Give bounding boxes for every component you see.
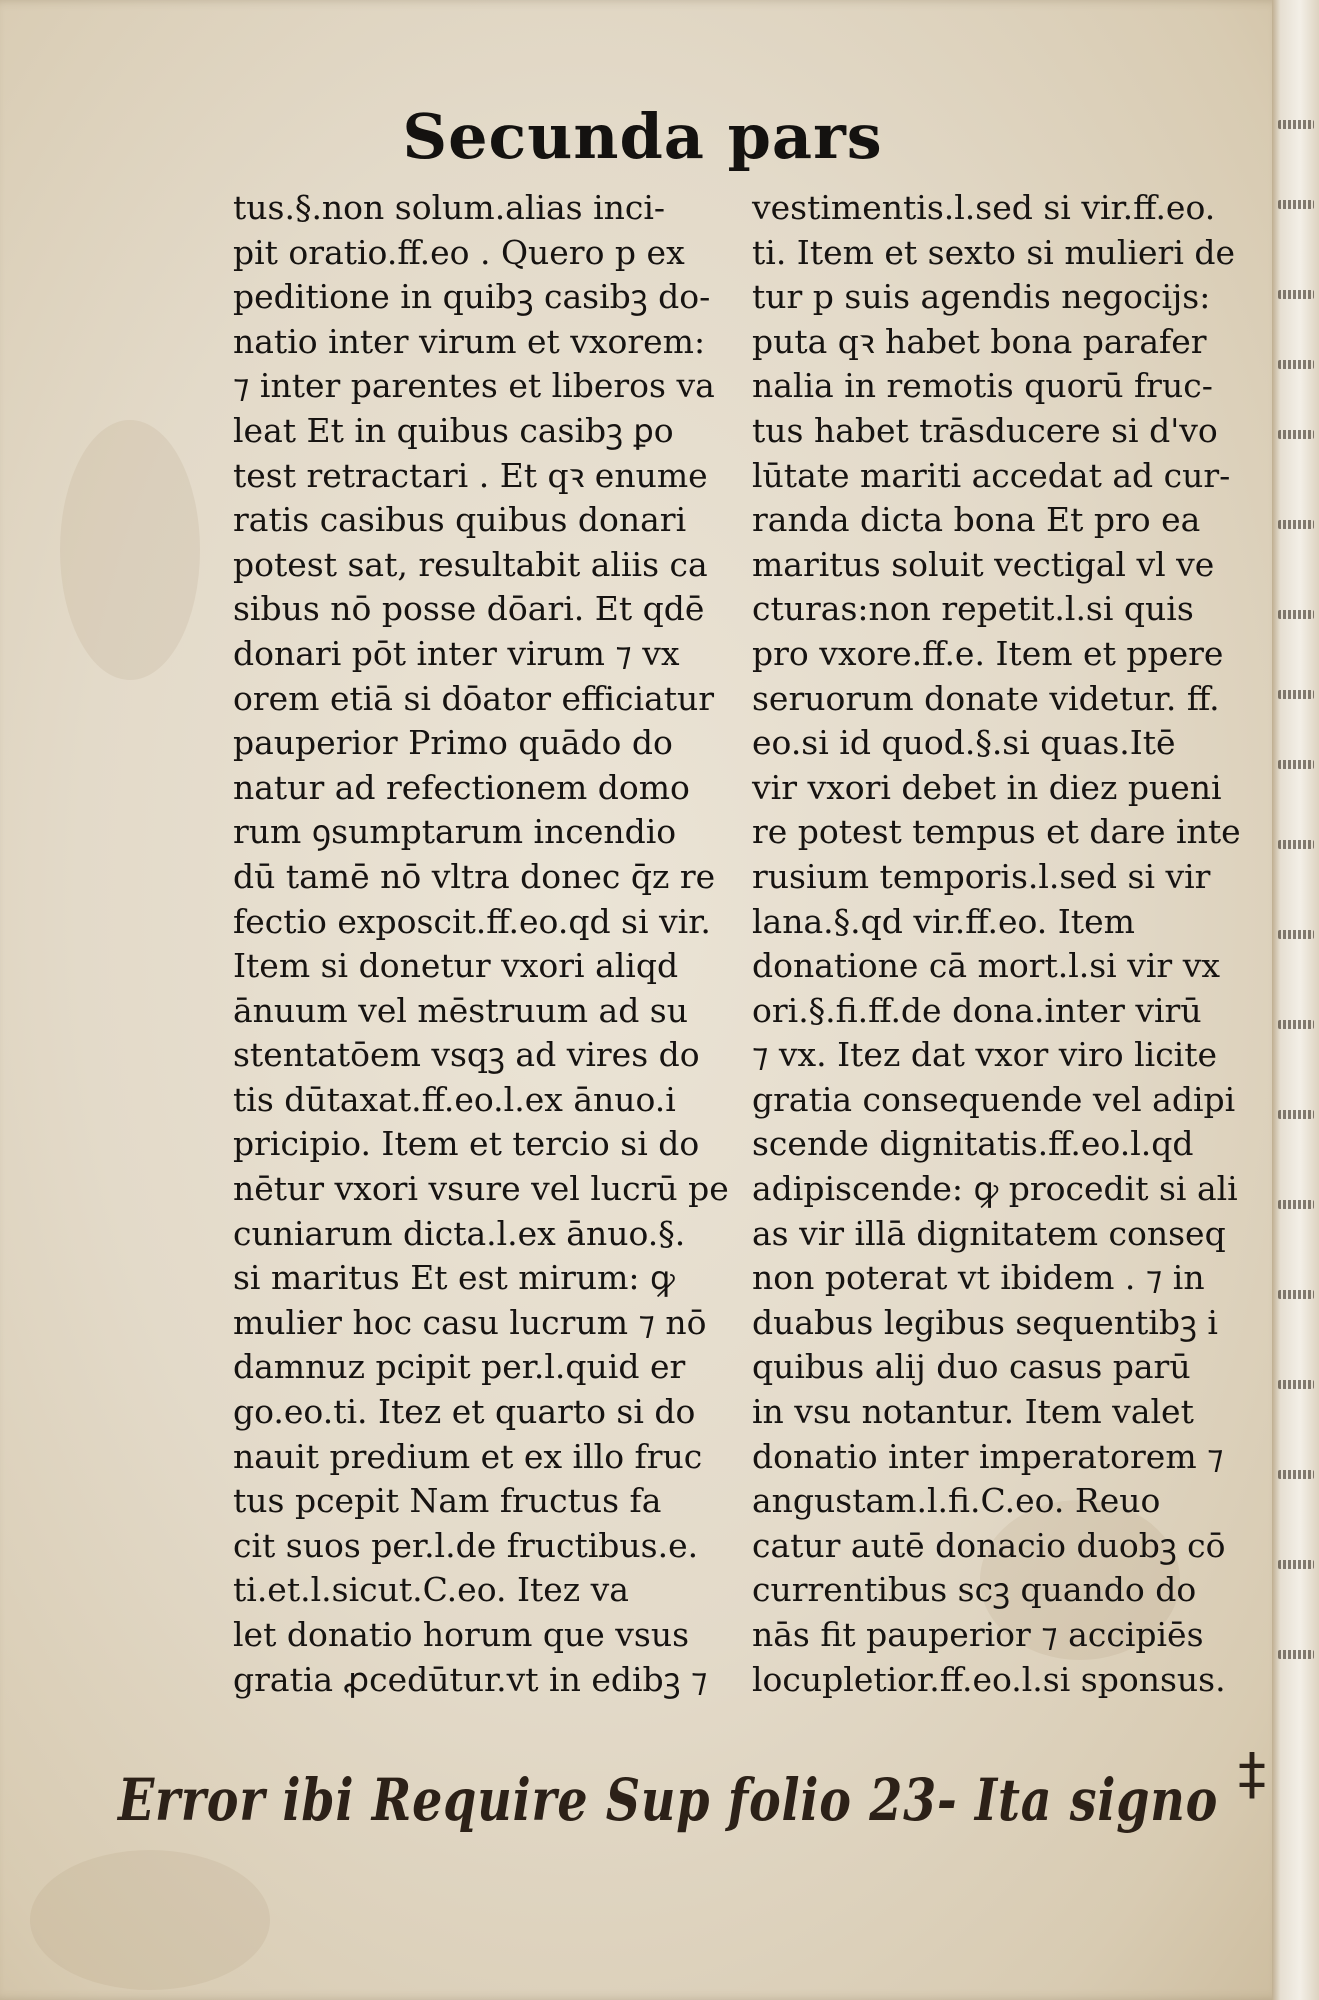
- text-line: ratis casibus quibus donari: [233, 500, 687, 540]
- text-line: maritus soluit vectigal vl ve: [752, 544, 1215, 584]
- text-line: currentibus scꝫ quando do: [752, 1570, 1197, 1610]
- text-line: potest sat, resultabit aliis ca: [233, 544, 708, 584]
- text-line: donatio inter imperatorem ⁊: [752, 1436, 1224, 1476]
- text-line: donari pōt inter virum ⁊ vx: [233, 633, 680, 673]
- text-line: scende dignitatis.ff.eo.l.qd: [752, 1124, 1194, 1164]
- text-line: ⁊ inter parentes et liberos va: [233, 366, 715, 406]
- text-line: pauperior Primo quādo do: [233, 723, 673, 763]
- text-line: tis dūtaxat.ff.eo.l.ex ānuo.i: [233, 1079, 676, 1119]
- text-line: seruorum donate videtur. ff.: [752, 678, 1220, 718]
- text-line: natio inter virum et vxorem:: [233, 321, 706, 361]
- text-line: tus.§.non solum.alias inci-: [233, 188, 666, 227]
- text-line: ori.§.fi.ff.de dona.inter virū: [752, 990, 1202, 1030]
- text-line: catur autē donacio duobꝫ cō: [752, 1525, 1226, 1565]
- left-text-column: [233, 186, 729, 1702]
- text-line: tus pcepit Nam fructus fa: [233, 1481, 662, 1521]
- text-line: tus habet trāsducere si d'vo: [752, 410, 1218, 450]
- text-line: go.eo.ti. Itez et quarto si do: [233, 1392, 696, 1432]
- text-line: re potest tempus et dare inte: [752, 812, 1241, 852]
- text-line: vir vxori debet in diez pueni: [752, 767, 1222, 807]
- text-line: vestimentis.l.sed si vir.ff.eo.: [752, 188, 1216, 227]
- text-line: ti. Item et sexto si mulieri de: [752, 232, 1236, 272]
- text-line: cturas:non repetit.l.si quis: [752, 589, 1194, 629]
- text-line: ⁊ vx. Itez dat vxor viro licite: [752, 1035, 1218, 1075]
- text-line: pit oratio.ff.eo . Quero p ex: [233, 232, 685, 272]
- text-line: damnuz pcipit per.l.quid er: [233, 1347, 686, 1387]
- text-line: nalia in remotis quorū fruc-: [752, 366, 1213, 406]
- text-line: peditione in quibꝫ casibꝫ do-: [233, 277, 711, 317]
- paper-stain: [30, 1850, 270, 1990]
- text-line: pricipio. Item et tercio si do: [233, 1124, 700, 1164]
- text-line: ti.et.l.sicut.C.eo. Itez va: [233, 1570, 629, 1610]
- text-line: quibus alij duo casus parū: [752, 1347, 1191, 1387]
- text-line: gratia consequende vel adipi: [752, 1079, 1236, 1119]
- text-line: Item si donetur vxori aliqd: [233, 946, 679, 986]
- text-line: natur ad refectionem domo: [233, 767, 690, 807]
- text-line: rusium temporis.l.sed si vir: [752, 856, 1211, 896]
- text-line: cuniarum dicta.l.ex ānuo.§.: [233, 1213, 686, 1253]
- text-line: nauit predium et ex illo fruc: [233, 1436, 703, 1476]
- text-line: locupletior.ff.eo.l.si sponsus.: [752, 1659, 1226, 1699]
- text-line: cit suos per.l.de fructibus.e.: [233, 1525, 699, 1565]
- text-line: mulier hoc casu lucrum ⁊ nō: [233, 1302, 707, 1342]
- handwritten-annotation: Error ibi Require Sup folio 23- Ita signo: [118, 1766, 1219, 1834]
- paper-stain: [60, 420, 200, 680]
- text-line: test retractari . Et qꝛ enume: [233, 455, 708, 495]
- text-line: nētur vxori vsure vel lucrū pe: [233, 1169, 729, 1209]
- text-line: lana.§.qd vir.ff.eo. Item: [752, 901, 1135, 941]
- text-line: si maritus Et est mirum: ꝙ: [233, 1258, 675, 1298]
- handwritten-cross-mark: ‡: [1238, 1742, 1266, 1807]
- text-line: rum ꝯsumptarum incendio: [233, 812, 677, 852]
- text-line: gratia ꝓcedūtur.vt in edibꝫ ⁊: [233, 1659, 708, 1699]
- text-line: adipiscende: ꝙ procedit si ali: [752, 1169, 1238, 1209]
- text-line: lūtate mariti accedat ad cur-: [752, 455, 1231, 495]
- text-line: dū tamē nō vltra donec q̄z re: [233, 856, 716, 896]
- text-line: stentatōem vsqꝫ ad vires do: [233, 1035, 700, 1075]
- text-line: sibus nō posse dōari. Et qdē: [233, 589, 705, 629]
- right-text-column: [752, 186, 1241, 1702]
- text-line: duabus legibus sequentibꝫ i: [752, 1302, 1218, 1342]
- text-line: as vir illā dignitatem conseq: [752, 1213, 1226, 1253]
- text-line: leat Et in quibus casibꝫ ꝑo: [233, 410, 674, 450]
- adjacent-page-edge: [1272, 0, 1319, 2000]
- text-line: eo.si id quod.§.si quas.Itē: [752, 723, 1176, 763]
- text-line: non poterat vt ibidem . ⁊ in: [752, 1258, 1205, 1298]
- text-line: in vsu notantur. Item valet: [752, 1392, 1194, 1432]
- page-header: Secunda pars: [402, 100, 883, 173]
- text-line: puta qꝛ habet bona parafer: [752, 321, 1207, 361]
- text-line: nās fit pauperior ⁊ accipiēs: [752, 1615, 1204, 1654]
- text-line: fectio exposcit.ff.eo.qd si vir.: [233, 901, 711, 941]
- text-line: randa dicta bona Et pro ea: [752, 500, 1201, 540]
- text-line: pro vxore.ff.e. Item et ppere: [752, 633, 1224, 673]
- text-line: angustam.l.fi.C.eo. Reuo: [752, 1481, 1161, 1521]
- text-line: donatione cā mort.l.si vir vx: [752, 946, 1220, 986]
- text-line: ānuum vel mēstruum ad su: [233, 990, 688, 1030]
- text-line: orem etiā si dōator efficiatur: [233, 678, 715, 718]
- text-line: let donatio horum que vsus: [233, 1615, 690, 1654]
- text-line: tur p suis agendis negocijs:: [752, 277, 1211, 317]
